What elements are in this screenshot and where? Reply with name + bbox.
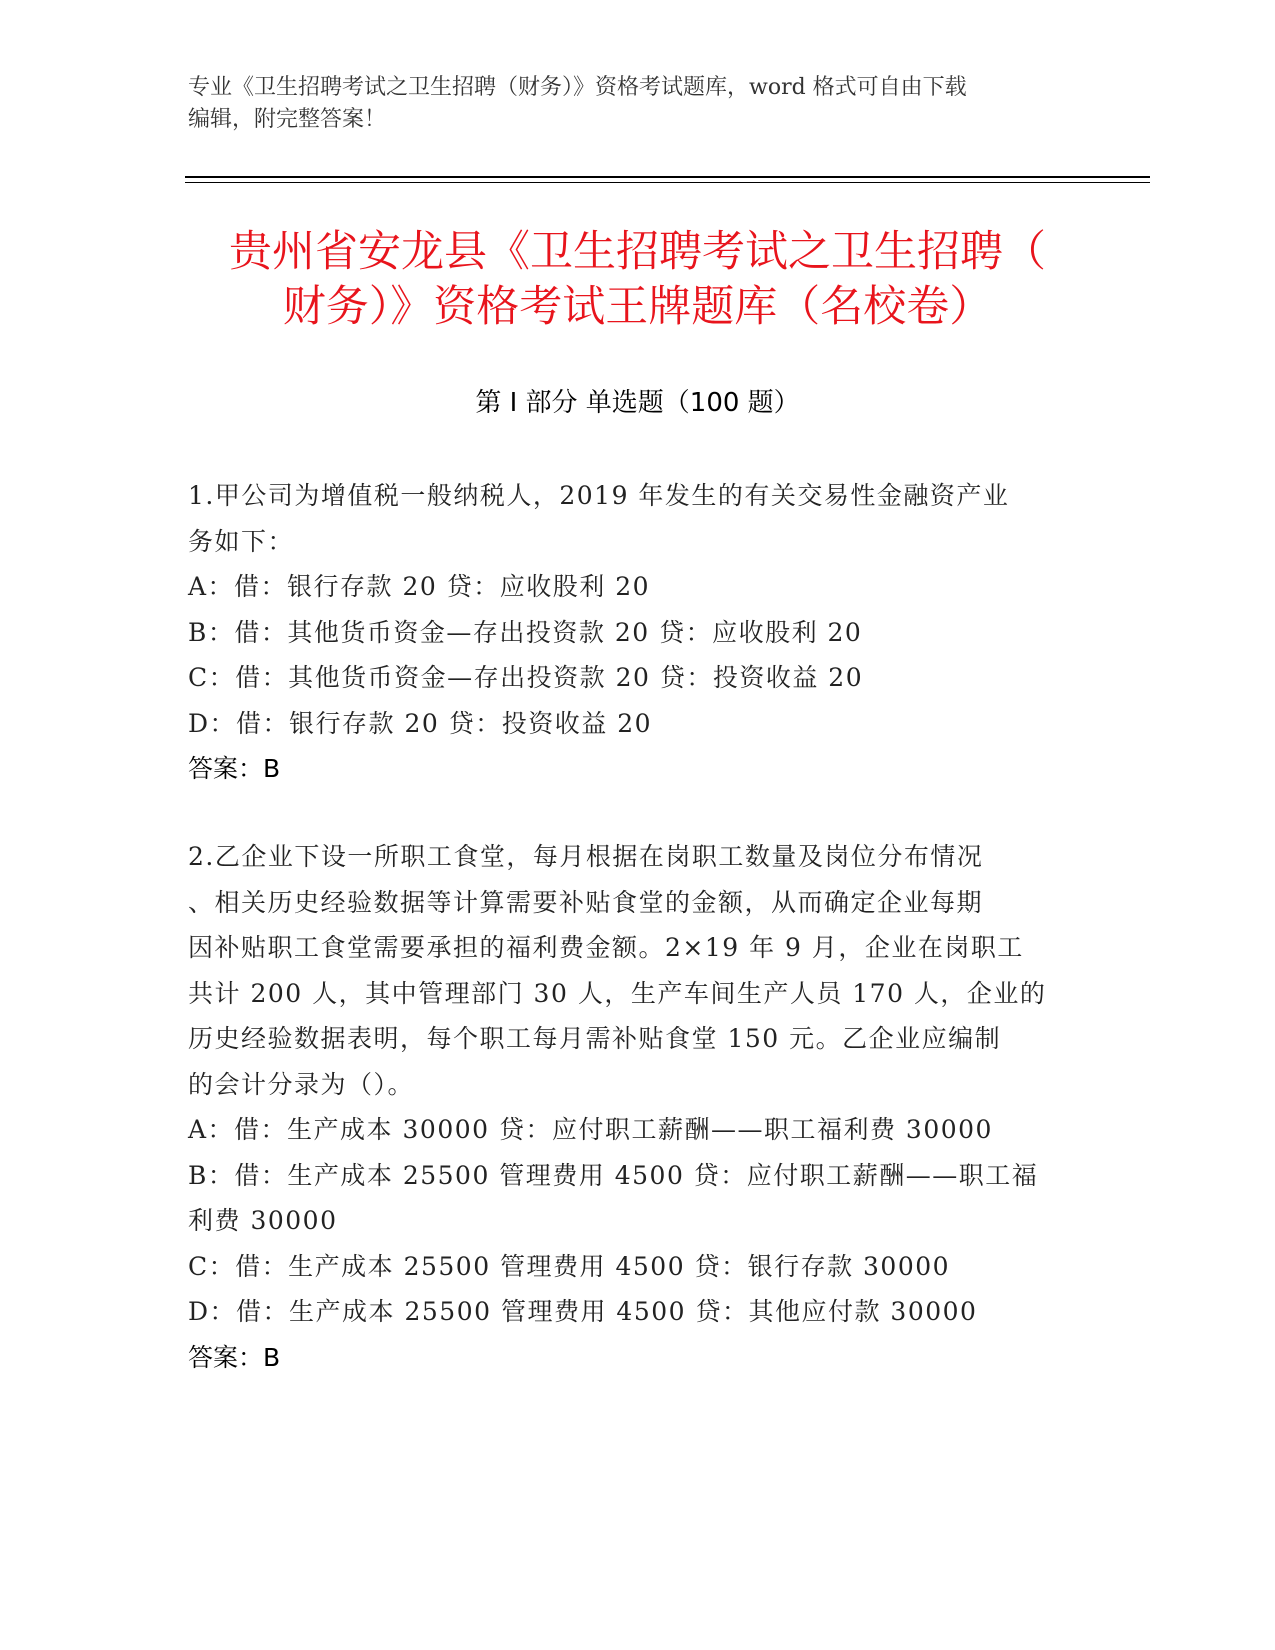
question-stem-line: 的会计分录为（）。 [188,1069,415,1099]
page-header [188,72,1088,136]
title-line-2: 财务）》资格考试王牌题库（名校卷） [282,282,993,332]
header-divider-thin [185,182,1150,183]
option-b-continued: 利费 30000 [188,1206,338,1235]
answer: 答案：B [188,1342,281,1372]
question-stem-line: 、相关历史经验数据等计算需要补贴食堂的金额，从而确定企业每期 [188,887,984,917]
section-heading: 第 I 部分 单选题（100 题） [475,388,800,418]
header-line-2: 编辑，附完整答案！ [188,107,387,132]
question-stem-line: 1.甲公司为增值税一般纳税人，2019 年发生的有关交易性金融资产业 [188,481,1010,510]
option-d: D：借：生产成本 25500 管理费用 4500 贷：其他应付款 30000 [188,1297,978,1326]
question-stem-line: 共计 200 人，其中管理部门 30 人，生产车间生产人员 170 人，企业的 [188,978,1047,1008]
question-stem-line: 2.乙企业下设一所职工食堂，每月根据在岗职工数量及岗位分布情况 [188,842,984,871]
option-c: C：借：其他货币资金—存出投资款 20 贷：投资收益 20 [188,663,864,692]
option-b: B：借：生产成本 25500 管理费用 4500 贷：应付职工薪酬——职工福 [188,1160,1039,1190]
question-stem-line: 因补贴职工食堂需要承担的福利费金额。2×19 年 9 月，企业在岗职工 [188,933,1024,962]
answer: 答案：B [188,754,281,783]
option-a: A：借：生产成本 30000 贷：应付职工薪酬——职工福利费 30000 [188,1115,993,1144]
option-b: B：借：其他货币资金—存出投资款 20 贷：应收股利 20 [188,617,863,647]
question-stem-line: 务如下： [188,526,295,556]
option-d: D：借：银行存款 20 贷：投资收益 20 [188,708,653,738]
header-line-1: 专业《卫生招聘考试之卫生招聘（财务）》资格考试题库，word 格式可自由下载 [188,75,967,100]
option-c: C：借：生产成本 25500 管理费用 4500 贷：银行存款 30000 [188,1251,951,1281]
question-stem-line: 历史经验数据表明，每个职工每月需补贴食堂 150 元。乙企业应编制 [188,1024,1002,1053]
header-divider-thick [185,176,1150,178]
option-a: A：借：银行存款 20 贷：应收股利 20 [188,572,651,601]
question-1 [188,473,1088,792]
document-title [150,225,1125,335]
question-2 [188,834,1088,1380]
title-line-1: 贵州省安龙县《卫生招聘考试之卫生招聘（ [229,227,1046,277]
